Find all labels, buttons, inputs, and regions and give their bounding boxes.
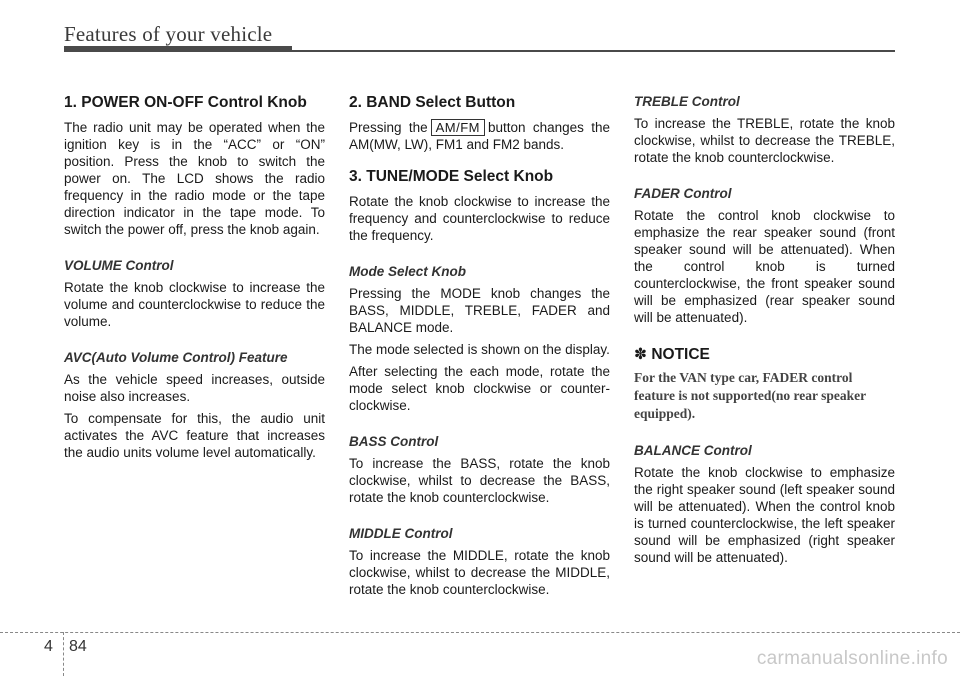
page-number: 84 [69, 638, 87, 655]
column-1 [64, 93, 325, 466]
am-fm-button-label: AM/FM [431, 119, 485, 136]
chapter-number: 4 [44, 638, 53, 655]
band-text-pre: Pressing the [349, 120, 428, 135]
bass-heading: BASS Control [349, 434, 439, 449]
header-rule-thin [64, 50, 895, 52]
header-title: Features of your vehicle [64, 22, 273, 46]
footer-page-divider [63, 632, 64, 676]
treble-text: To increase the TREBLE, rotate the knob clockwise, whilst to decrease the TREBLE, rotate the knob counterclockwise. [634, 116, 895, 165]
tune-mode-heading: 3. TUNE/MODE Select Knob [349, 168, 554, 185]
notice-symbol-icon: ✽ [634, 346, 647, 363]
avc-heading: AVC(Auto Volume Control) Feature [64, 350, 288, 365]
watermark: carmanualsonline.info [756, 648, 948, 669]
mode-select-text-2: The mode selected is shown on the display. [349, 342, 610, 357]
notice-heading [634, 345, 895, 365]
notice-heading-label: NOTICE [651, 346, 710, 363]
notice-text: For the VAN type car, FADER control feature is not supported(no rear speaker equipped). [634, 370, 866, 421]
mode-select-text-1: Pressing the MODE knob changes the BASS, MIDDLE, TREBLE, FADER and BALANCE mode. [349, 286, 610, 335]
band-button-heading: 2. BAND Select Button [349, 94, 516, 111]
tune-mode-text: Rotate the knob clockwise to increase the frequency and counterclockwise to reduce the frequency. [349, 194, 610, 243]
mode-select-text-3: After selecting the each mode, rotate the mode select knob clockwise or counter-clockwise. [349, 364, 610, 413]
avc-text-2: To compensate for this, the audio unit activates the AVC feature that increases the audio units volume level automatically. [64, 411, 325, 460]
avc-text-1: As the vehicle speed increases, outside noise also increases. [64, 372, 325, 404]
fader-text: Rotate the control knob clockwise to emphasize the rear speaker sound (front speaker sound will be attenuated). When the control knob is turned counterclockwise, the front speaker sound will be emphasized (rear speaker sound will be attenuated). [634, 208, 895, 325]
band-button-text [349, 119, 610, 153]
power-knob-text: The radio unit may be operated when the ignition key is in the “ACC” or “ON” position. Press the knob to switch the power on. The LCD shows the radio frequency in the radio mode or the tape direction indicator in the tape mode. To switch the power off, press the knob again. [64, 120, 325, 237]
balance-text: Rotate the knob clockwise to emphasize the right speaker sound (left speaker sound will be attenuated). When the control knob is turned counterclockwise, the left speaker sound will be emphasized (right speaker sound will be attenuated). [634, 465, 895, 565]
mode-select-heading: Mode Select Knob [349, 264, 467, 279]
column-3 [634, 93, 895, 571]
bass-text: To increase the BASS, rotate the knob clockwise, whilst to decrease the BASS, rotate the knob counterclockwise. [349, 456, 610, 505]
column-2 [349, 93, 610, 603]
volume-text: Rotate the knob clockwise to increase the volume and counterclockwise to reduce the volume. [64, 280, 325, 329]
middle-text: To increase the MIDDLE, rotate the knob clockwise, whilst to decrease the MIDDLE, rotate the knob counterclockwise. [349, 548, 610, 597]
fader-heading: FADER Control [634, 186, 732, 201]
power-knob-heading: 1. POWER ON-OFF Control Knob [64, 94, 307, 111]
treble-heading: TREBLE Control [634, 94, 740, 109]
volume-heading: VOLUME Control [64, 258, 174, 273]
band-text-post: button changes the AM(MW, LW), FM1 and FM2 bands. [349, 120, 611, 152]
middle-heading: MIDDLE Control [349, 526, 453, 541]
footer-divider [0, 632, 960, 633]
balance-heading: BALANCE Control [634, 443, 752, 458]
